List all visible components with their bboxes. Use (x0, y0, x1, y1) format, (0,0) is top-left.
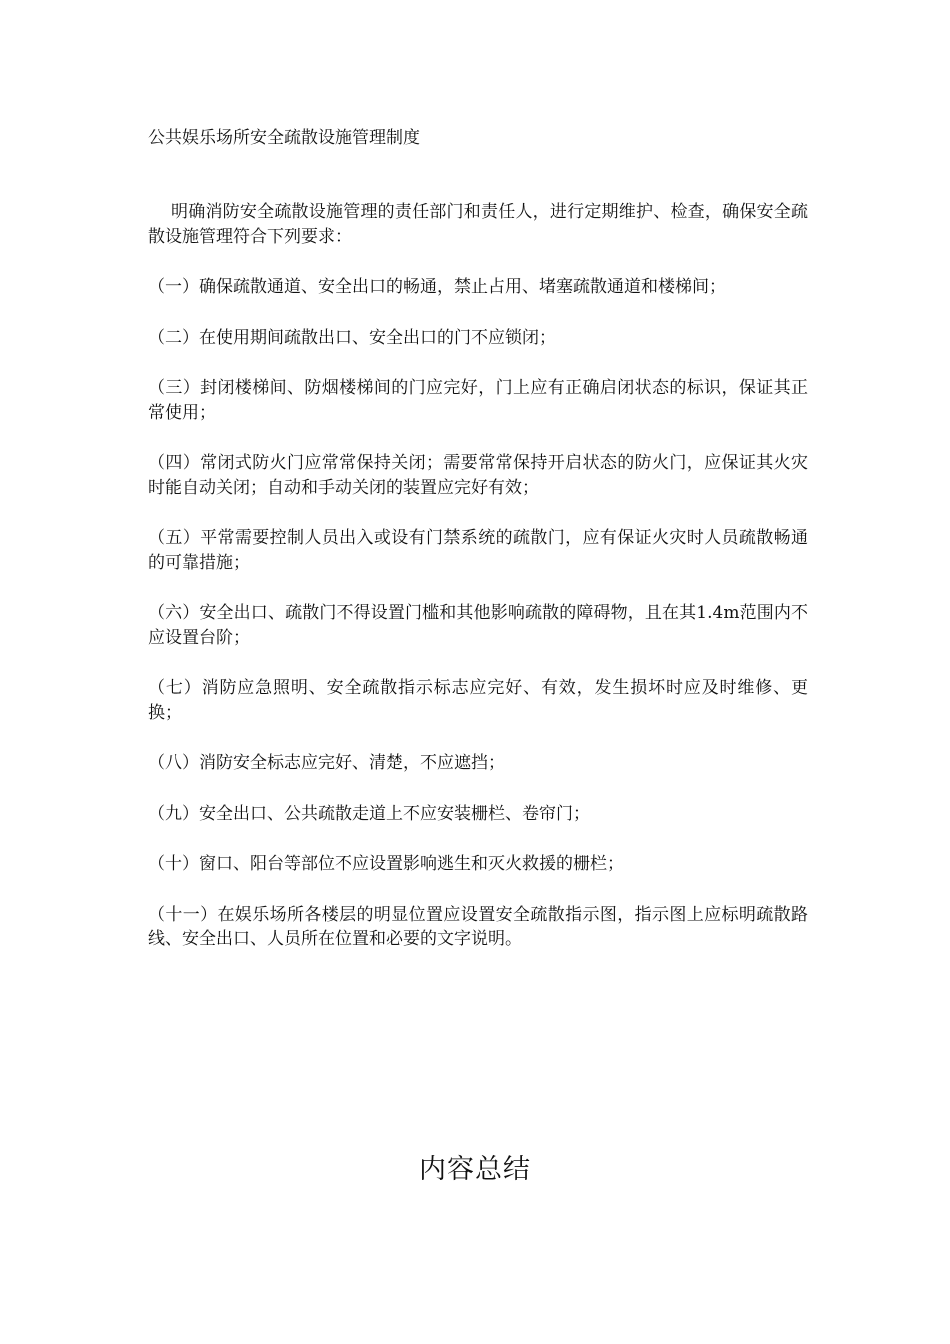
requirement-item-11: （十一）在娱乐场所各楼层的明显位置应设置安全疏散指示图，指示图上应标明疏散路线、安全出口、人员所在位置和必要的文字说明。 (148, 904, 808, 949)
requirement-item-1: （一）确保疏散通道、安全出口的畅通，禁止占用、堵塞疏散通道和楼梯间； (148, 277, 726, 297)
requirement-item-6: （六）安全出口、疏散门不得设置门槛和其他影响疏散的障碍物，且在其1.4m范围内不应设置台阶； (148, 603, 808, 648)
requirement-item-10: （十）窗口、阳台等部位不应设置影响逃生和灭火救援的栅栏； (148, 854, 624, 874)
intro-paragraph: 明确消防安全疏散设施管理的责任部门和责任人，进行定期维护、检查，确保安全疏散设施管理符合下列要求： (148, 202, 808, 247)
requirement-item-2: （二）在使用期间疏散出口、安全出口的门不应锁闭； (148, 327, 556, 348)
summary-heading: 内容总结 (419, 1154, 531, 1185)
requirement-item-8: （八）消防安全标志应完好、清楚，不应遮挡； (148, 753, 505, 773)
requirement-item-3: （三）封闭楼梯间、防烟楼梯间的门应完好，门上应有正确启闭状态的标识，保证其正常使用； (148, 378, 808, 423)
document-title: 公共娱乐场所安全疏散设施管理制度 (148, 128, 420, 148)
requirement-item-9: （九）安全出口、公共疏散走道上不应安装栅栏、卷帘门； (148, 803, 590, 824)
requirement-item-5: （五）平常需要控制人员出入或设有门禁系统的疏散门，应有保证火灾时人员疏散畅通的可靠措施； (148, 528, 808, 573)
requirement-item-4: （四）常闭式防火门应常常保持关闭；需要常常保持开启状态的防火门，应保证其火灾时能自动关闭；自动和手动关闭的装置应完好有效； (148, 453, 808, 498)
document-body (148, 200, 808, 978)
requirement-item-7: （七）消防应急照明、安全疏散指示标志应完好、有效，发生损坏时应及时维修、更换； (148, 678, 808, 723)
